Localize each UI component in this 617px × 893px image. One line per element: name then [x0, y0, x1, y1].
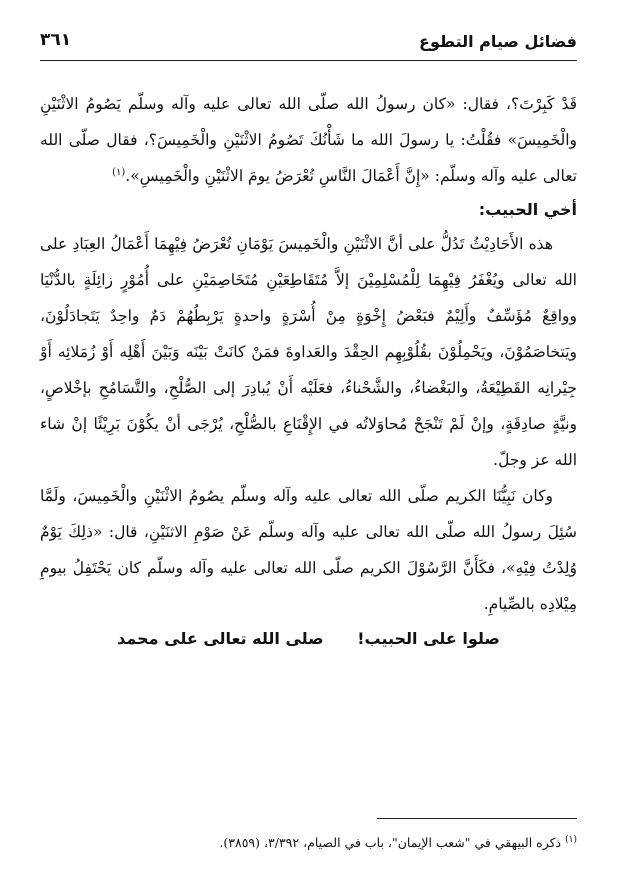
closing-salutation: صلى الله تعالى على محمد	[117, 629, 324, 648]
running-header	[40, 26, 577, 61]
footnote-reference[interactable]: (١)	[112, 166, 126, 178]
main-text	[40, 86, 577, 656]
section-heading: أخي الحبيب:	[478, 200, 577, 219]
footnote-marker: (١)	[565, 835, 577, 845]
closing-call: صلوا على الحبيب!	[357, 629, 500, 648]
page-number: ٣٦١	[40, 30, 72, 50]
chapter-title: فضائل صيام التطوع	[419, 32, 577, 51]
closing-line	[40, 622, 577, 656]
paragraph-1-text: قَدْ كَبِرْتَ؟، فقال: «كان رسولُ الله صلّى الله تعالى عليه وآله وسلّم يَصُومُ الاثْنَيْنِ والْخَمِيسَ» فقُلْتُ: يا رسولَ الله ما شَأْنُكَ تَصُومُ الاثْنَيْنِ والْخَمِيسَ؟، فقال صلّى الله تعالى عليه وآله وسلّم: «إِنَّ أَعْمَالَ النَّاسِ تُعْرَضُ يومَ الاثْنَيْنِ والْخَمِيسِ».	[40, 95, 577, 185]
paragraph-3: وكان نَبِيُّنَا الكريم صلّى الله تعالى عليه وآله وسلّم يصُومُ الاثْنَيْنِ والْخَمِيسَ، ولَمَّا سُئِلَ رسولُ الله صلّى الله تعالى عليه وآله وسلّم عَنْ صَوْمِ الاثنَيْنِ، قال: «ذلِكَ يَوْمٌ وُلِدْتُ فِيْهِ»، فكَأَنَّ الرَّسُوْلَ الكريم صلّى الله تعالى عليه وآله وسلّم كان يَحْتَفِلُ بيومِ مِيْلادِه بالصِّيامِ.	[40, 487, 577, 613]
paragraph-1	[40, 86, 577, 194]
footnote-text: ذكره البيهقي في "شعب الإيمان"، باب في الصيام، ٣/٣٩٢، (٣٨٥٩).	[219, 835, 562, 851]
footnote-divider	[377, 818, 577, 819]
paragraph-2: هذه الأَحَادِيْثُ تَدُلُّ على أنَّ الاثْنَيْنِ والْخَمِيسَ يَوْمَانِ تُعْرَضُ فِيْهِمَا أَعْمَالُ العِبَادِ على الله تعالى ويُغْفَرُ فِيْهِمَا لِلْمُسْلِمِيْنَ إلاَّ مُتَقَاطِعَيْنِ مُتَخَاصِمَيْنِ على أُمُوْرٍ زائِلَةٍ بالدُّنْيَا وواقِعٌ مُؤَسِّفٌ وأَلِيْمٌ فبَعْضُ إِخْوَةٍ مِنْ أُسْرَةٍ واحدةٍ يَرْبِطُهُمْ دَمٌ واحِدٌ يَتَجادَلُوْنَ، ويَتخاصَمُوْنَ، ويَحْمِلُوْنَ بقُلُوْبِهِم الحِقْدَ والعَداوةَ فمَنْ كانَتْ بَيْنَه وَبَيْنَ أَهْلِه أَوْ زُمَلائِه أَوْ جِيْرانِه القَطِيْعَةُ، والبَغْضاءُ، والشَّحْناءُ، فعَلَيْه أَنْ يُبادِرَ إلى الصُّلْحِ، والتَّسَامُحِ بإخْلاصٍ، ونيَّةٍ صادِقَةٍ، وإنْ لَمْ تَنْجَحْ مُحاوَلاتُه في الإِقْنَاعِ بالصُّلْحِ، يُرْجَى أنْ يكُوْنَ بَرِيْئًا إنْ شاء الله عز وجلّ.	[40, 235, 577, 469]
footnote	[40, 830, 577, 853]
